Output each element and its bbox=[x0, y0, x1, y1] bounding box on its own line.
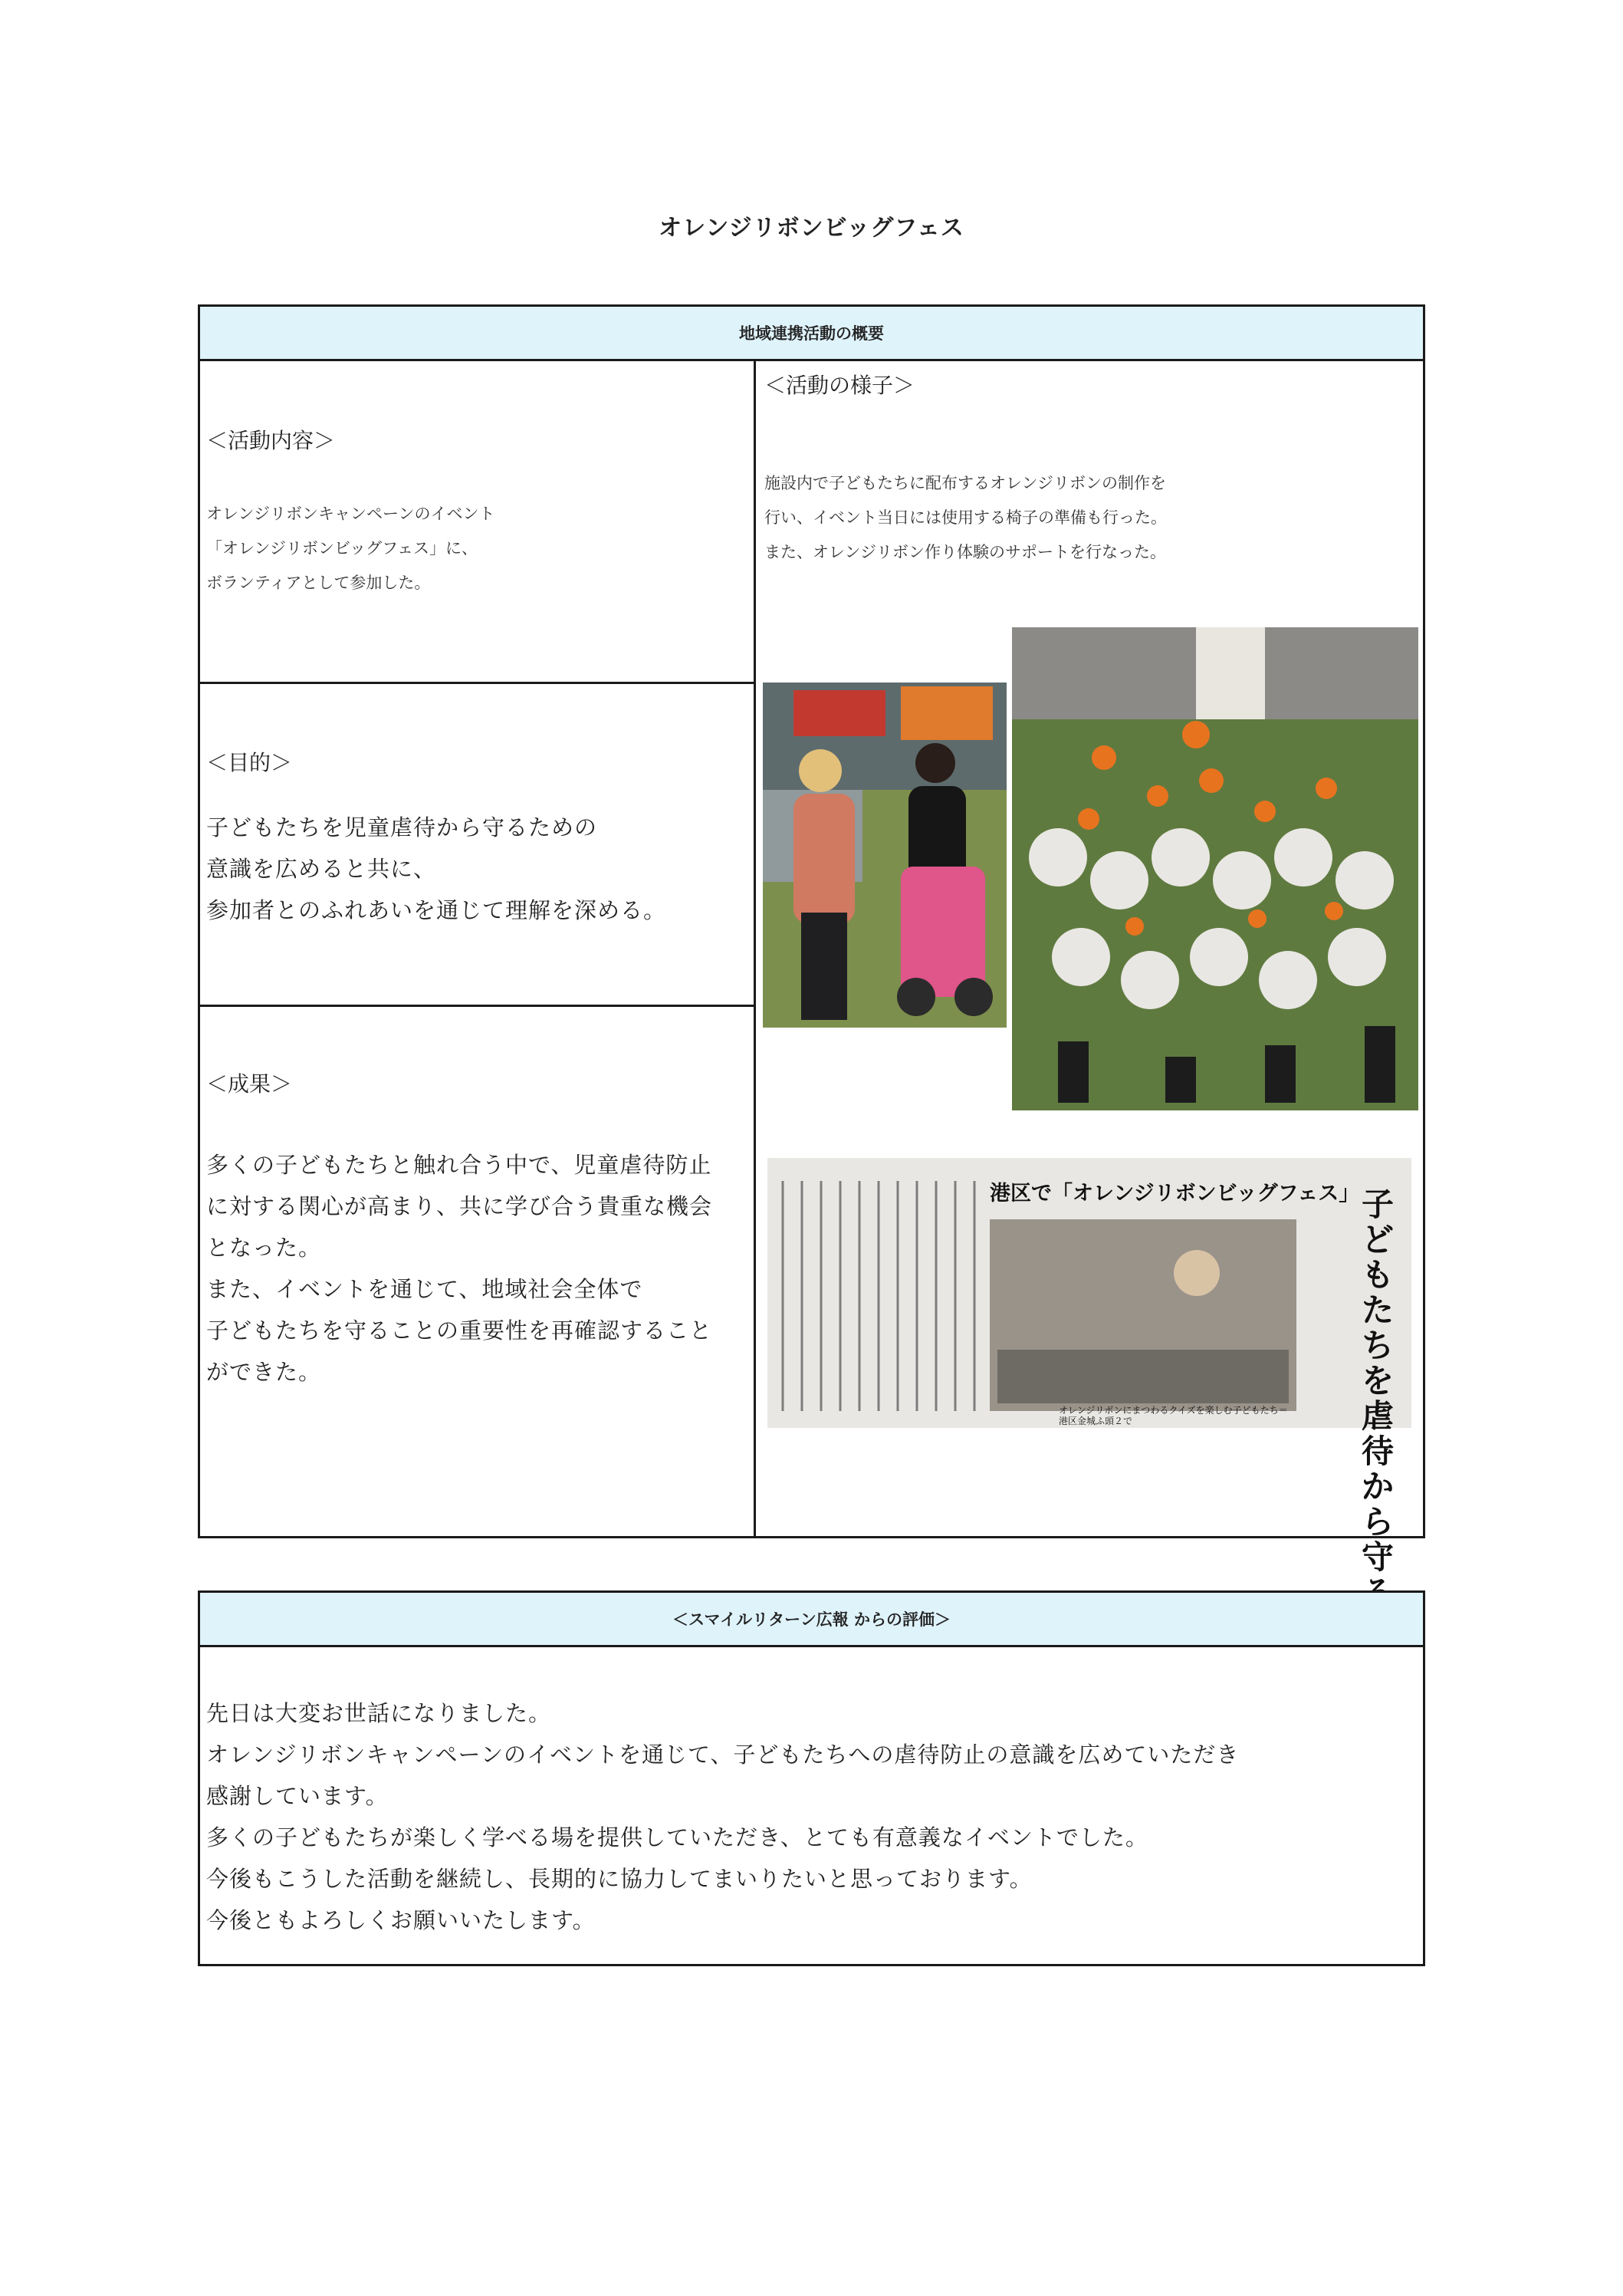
overview-table bbox=[198, 304, 1425, 1576]
overview-header: 地域連携活動の概要 bbox=[200, 307, 1423, 361]
purpose-text bbox=[206, 807, 666, 931]
group-photo bbox=[1012, 627, 1418, 1110]
document-title: オレンジリボンビッグフェス bbox=[659, 215, 964, 242]
evaluation-line: オレンジリボンキャンペーンのイベントを通じて、子どもたちへの虐待防止の意識を広めていただき bbox=[206, 1742, 1240, 1768]
activity-line: また、オレンジリボン作り体験のサポートを行なった。 bbox=[764, 543, 1166, 561]
activity-text bbox=[764, 466, 1167, 570]
activity-label: ＜活動の様子＞ bbox=[764, 373, 915, 398]
evaluation-line: 先日は大変お世話になりました。 bbox=[206, 1700, 552, 1726]
row-divider bbox=[200, 682, 754, 684]
activity-line: 行い、イベント当日には使用する椅子の準備も行った。 bbox=[764, 508, 1167, 527]
content-line: オレンジリボンキャンペーンのイベント bbox=[206, 505, 495, 523]
results-line: となった。 bbox=[206, 1235, 322, 1261]
content-line: 「オレンジリボンビッグフェス」に、 bbox=[206, 539, 478, 558]
evaluation-line: 今後ともよろしくお願いいたします。 bbox=[206, 1907, 596, 1933]
interview-photo bbox=[763, 683, 1007, 1028]
content-label: ＜活動内容＞ bbox=[206, 428, 336, 453]
newspaper-clipping bbox=[767, 1158, 1411, 1576]
results-label: ＜成果＞ bbox=[206, 1071, 293, 1097]
evaluation-text bbox=[206, 1692, 1239, 1941]
interview-photo-drawing bbox=[763, 683, 1007, 1028]
evaluation-line: 今後もこうした活動を継続し、長期的に協力してまいりたいと思っております。 bbox=[206, 1866, 1033, 1892]
row-divider bbox=[200, 1005, 754, 1007]
content-text bbox=[206, 497, 495, 600]
results-line: 多くの子どもたちと触れ合う中で、児童虐待防止 bbox=[206, 1152, 712, 1178]
results-line: に対する関心が高まり、共に学び合う貴重な機会 bbox=[206, 1193, 713, 1219]
newspaper-big-headline: 子どもたちを虐待から守 bbox=[1362, 1186, 1395, 1576]
newspaper-headline: 港区で「オレンジリボンビッグフェス」 bbox=[990, 1182, 1360, 1206]
activity-line: 施設内で子どもたちに配布するオレンジリボンの制作を bbox=[764, 474, 1166, 492]
newspaper-caption: オレンジリボンにまつわるクイズを楽しむ子どもたち＝港区金城ふ頭２で bbox=[1059, 1405, 1288, 1426]
evaluation-table bbox=[198, 1590, 1425, 1966]
evaluation-line: 多くの子どもたちが楽しく学べる場を提供していただき、とても有意義なイベントでした。 bbox=[206, 1824, 1148, 1850]
evaluation-header: ＜スマイルリターン広報 からの評価＞ bbox=[200, 1593, 1423, 1647]
group-photo-drawing bbox=[1012, 627, 1418, 1110]
evaluation-line: 感謝しています。 bbox=[206, 1783, 389, 1809]
results-line: また、イベントを通じて、地域社会全体で bbox=[206, 1276, 643, 1302]
results-line: ができた。 bbox=[206, 1359, 322, 1385]
purpose-line: 参加者とのふれあいを通じて理解を深める。 bbox=[206, 897, 667, 923]
purpose-label: ＜目的＞ bbox=[206, 750, 293, 775]
results-text bbox=[206, 1144, 712, 1393]
content-line: ボランティアとして参加した。 bbox=[206, 574, 431, 592]
results-line: 子どもたちを守ることの重要性を再確認すること bbox=[206, 1317, 713, 1344]
purpose-line: 子どもたちを児童虐待から守るための bbox=[206, 814, 598, 840]
column-divider bbox=[754, 359, 756, 1536]
purpose-line: 意識を広めると共に、 bbox=[206, 856, 437, 882]
